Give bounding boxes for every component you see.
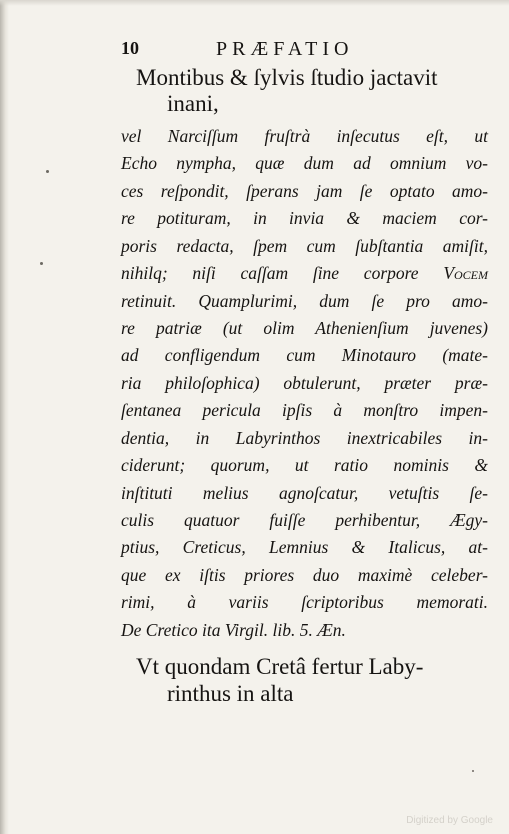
prose-line: De Cretico ita Virgil. lib. 5. Æn. <box>121 620 346 640</box>
page-number: 10 <box>121 38 139 58</box>
verse-line: rinthus in alta <box>167 681 294 706</box>
prose-line: rimi, à variis ſcriptoribus memorati. <box>121 592 488 612</box>
prose-line: Echo nympha, quæ dum ad omnium vo- <box>121 153 488 173</box>
paper-speck <box>46 170 49 173</box>
prose-line: dentia, in Labyrinthos inextricabiles in- <box>121 428 488 448</box>
prose-line: ptius, Creticus, Lemnius & Italicus, at- <box>121 537 488 557</box>
prose-line: re patriæ (ut olim Athenienſium juvenes) <box>121 318 488 338</box>
page-top-shadow <box>0 0 509 6</box>
prose-line: inſtituti melius agnoſcatur, vetuſtis ſe- <box>121 483 488 503</box>
prose-line: ria philoſophica) obtulerunt, præter præ- <box>121 373 488 393</box>
smallcaps-word: Vocem <box>443 263 488 283</box>
prose-line: culis quatuor fuiſſe perhibentur, Ægy- <box>121 510 488 530</box>
prose-line-text: nihilq; niſi caſſam ſine corpore <box>121 263 419 283</box>
prose-line: ciderunt; quorum, ut ratio nominis & <box>121 455 488 475</box>
page-header <box>121 38 391 60</box>
paper-speck <box>472 770 474 772</box>
running-head: PRÆFATIO <box>216 38 354 60</box>
prose-line: ad confligendum cum Minotauro (mate- <box>121 345 488 365</box>
prose-line <box>121 260 488 287</box>
verse-line: inani, <box>167 91 219 116</box>
digitization-watermark: Digitized by Google <box>406 815 493 826</box>
prose-line: ces reſpondit, ſperans jam ſe optato amo- <box>121 181 488 201</box>
verse-line: Montibus & ſylvis ſtudio jactavit <box>136 65 438 90</box>
prose-line: que ex iſtis priores duo maximè celeber- <box>121 565 488 585</box>
prose-line: retinuit. Quamplurimi, dum ſe pro amo- <box>121 291 488 311</box>
prose-line: vel Narciſſum fruſtrà inſecutus eſt, ut <box>121 126 488 146</box>
verse-line: Vt quondam Cretâ fertur Laby- <box>136 654 424 679</box>
prose-line: ſentanea pericula ipſis à monſtro impen- <box>121 400 488 420</box>
prose-line: poris redacta, ſpem cum ſubſtantia amiſit, <box>121 236 488 256</box>
paper-speck <box>40 262 43 265</box>
page-edge-shadow <box>0 0 9 834</box>
prose-line: re potituram, in invia & maciem cor- <box>121 208 488 228</box>
